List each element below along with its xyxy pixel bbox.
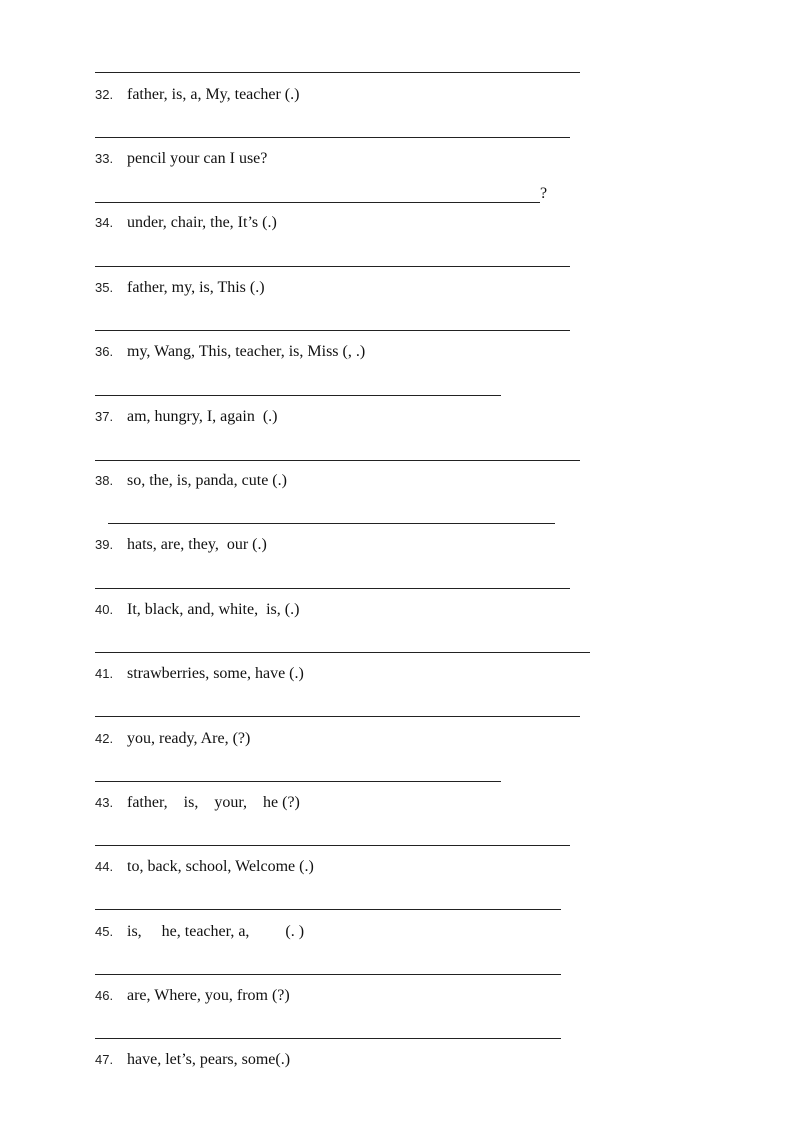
answer-line[interactable] [95, 395, 501, 396]
question-43 [95, 794, 300, 816]
answer-line[interactable] [95, 460, 580, 461]
question-text: to, back, school, Welcome (.) [127, 858, 314, 875]
question-text: you, ready, Are, (?) [127, 730, 251, 747]
question-number: 35. [95, 280, 114, 295]
question-text: is, he, teacher, a, (. ) [127, 923, 305, 940]
question-33 [95, 150, 267, 172]
question-number: 34. [95, 215, 114, 230]
question-42 [95, 730, 250, 752]
question-mark-suffix: ? [540, 185, 548, 202]
question-number: 37. [95, 409, 114, 424]
answer-line[interactable] [108, 523, 555, 524]
question-text: father, my, is, This (.) [127, 279, 265, 296]
question-39 [95, 536, 267, 558]
question-35 [95, 279, 265, 301]
question-text: am, hungry, I, again (.) [127, 408, 278, 425]
question-number: 46. [95, 988, 114, 1003]
question-46 [95, 987, 290, 1009]
question-41 [95, 665, 304, 687]
answer-line[interactable] [95, 72, 580, 73]
question-text: my, Wang, This, teacher, is, Miss (, .) [127, 343, 366, 360]
question-45 [95, 923, 304, 945]
question-number: 33. [95, 151, 114, 166]
answer-line[interactable] [95, 652, 590, 653]
answer-line[interactable] [95, 974, 561, 975]
question-37 [95, 408, 277, 430]
question-34 [95, 214, 277, 236]
answer-line[interactable] [95, 330, 570, 331]
question-text: hats, are, they, our (.) [127, 536, 267, 553]
question-38 [95, 472, 287, 494]
question-32 [95, 86, 299, 108]
question-36 [95, 343, 365, 365]
question-number: 40. [95, 602, 114, 617]
question-text: strawberries, some, have (.) [127, 665, 304, 682]
question-number: 39. [95, 537, 114, 552]
question-47 [95, 1051, 290, 1073]
question-44 [95, 858, 314, 880]
question-number: 45. [95, 924, 114, 939]
answer-line[interactable] [95, 909, 561, 910]
question-text: father, is, your, he (?) [127, 794, 300, 811]
answer-line[interactable] [95, 266, 570, 267]
question-text: have, let’s, pears, some(.) [127, 1051, 291, 1068]
question-number: 41. [95, 666, 114, 681]
question-text: It, black, and, white, is, (.) [127, 601, 300, 618]
question-text: so, the, is, panda, cute (.) [127, 472, 287, 489]
question-number: 36. [95, 344, 114, 359]
question-text: are, Where, you, from (?) [127, 987, 290, 1004]
answer-line[interactable] [95, 137, 570, 138]
answer-line[interactable] [95, 588, 570, 589]
answer-line[interactable] [95, 202, 540, 203]
question-text: pencil your can I use? [127, 150, 268, 167]
question-number: 44. [95, 859, 114, 874]
question-number: 47. [95, 1052, 114, 1067]
question-text: father, is, a, My, teacher (.) [127, 86, 300, 103]
question-40 [95, 601, 299, 623]
answer-line[interactable] [95, 1038, 561, 1039]
answer-line[interactable] [95, 716, 580, 717]
question-number: 42. [95, 731, 114, 746]
answer-line[interactable] [95, 845, 570, 846]
question-text: under, chair, the, It’s (.) [127, 214, 277, 231]
answer-line[interactable] [95, 781, 501, 782]
question-number: 43. [95, 795, 114, 810]
question-number: 38. [95, 473, 114, 488]
question-number: 32. [95, 87, 114, 102]
